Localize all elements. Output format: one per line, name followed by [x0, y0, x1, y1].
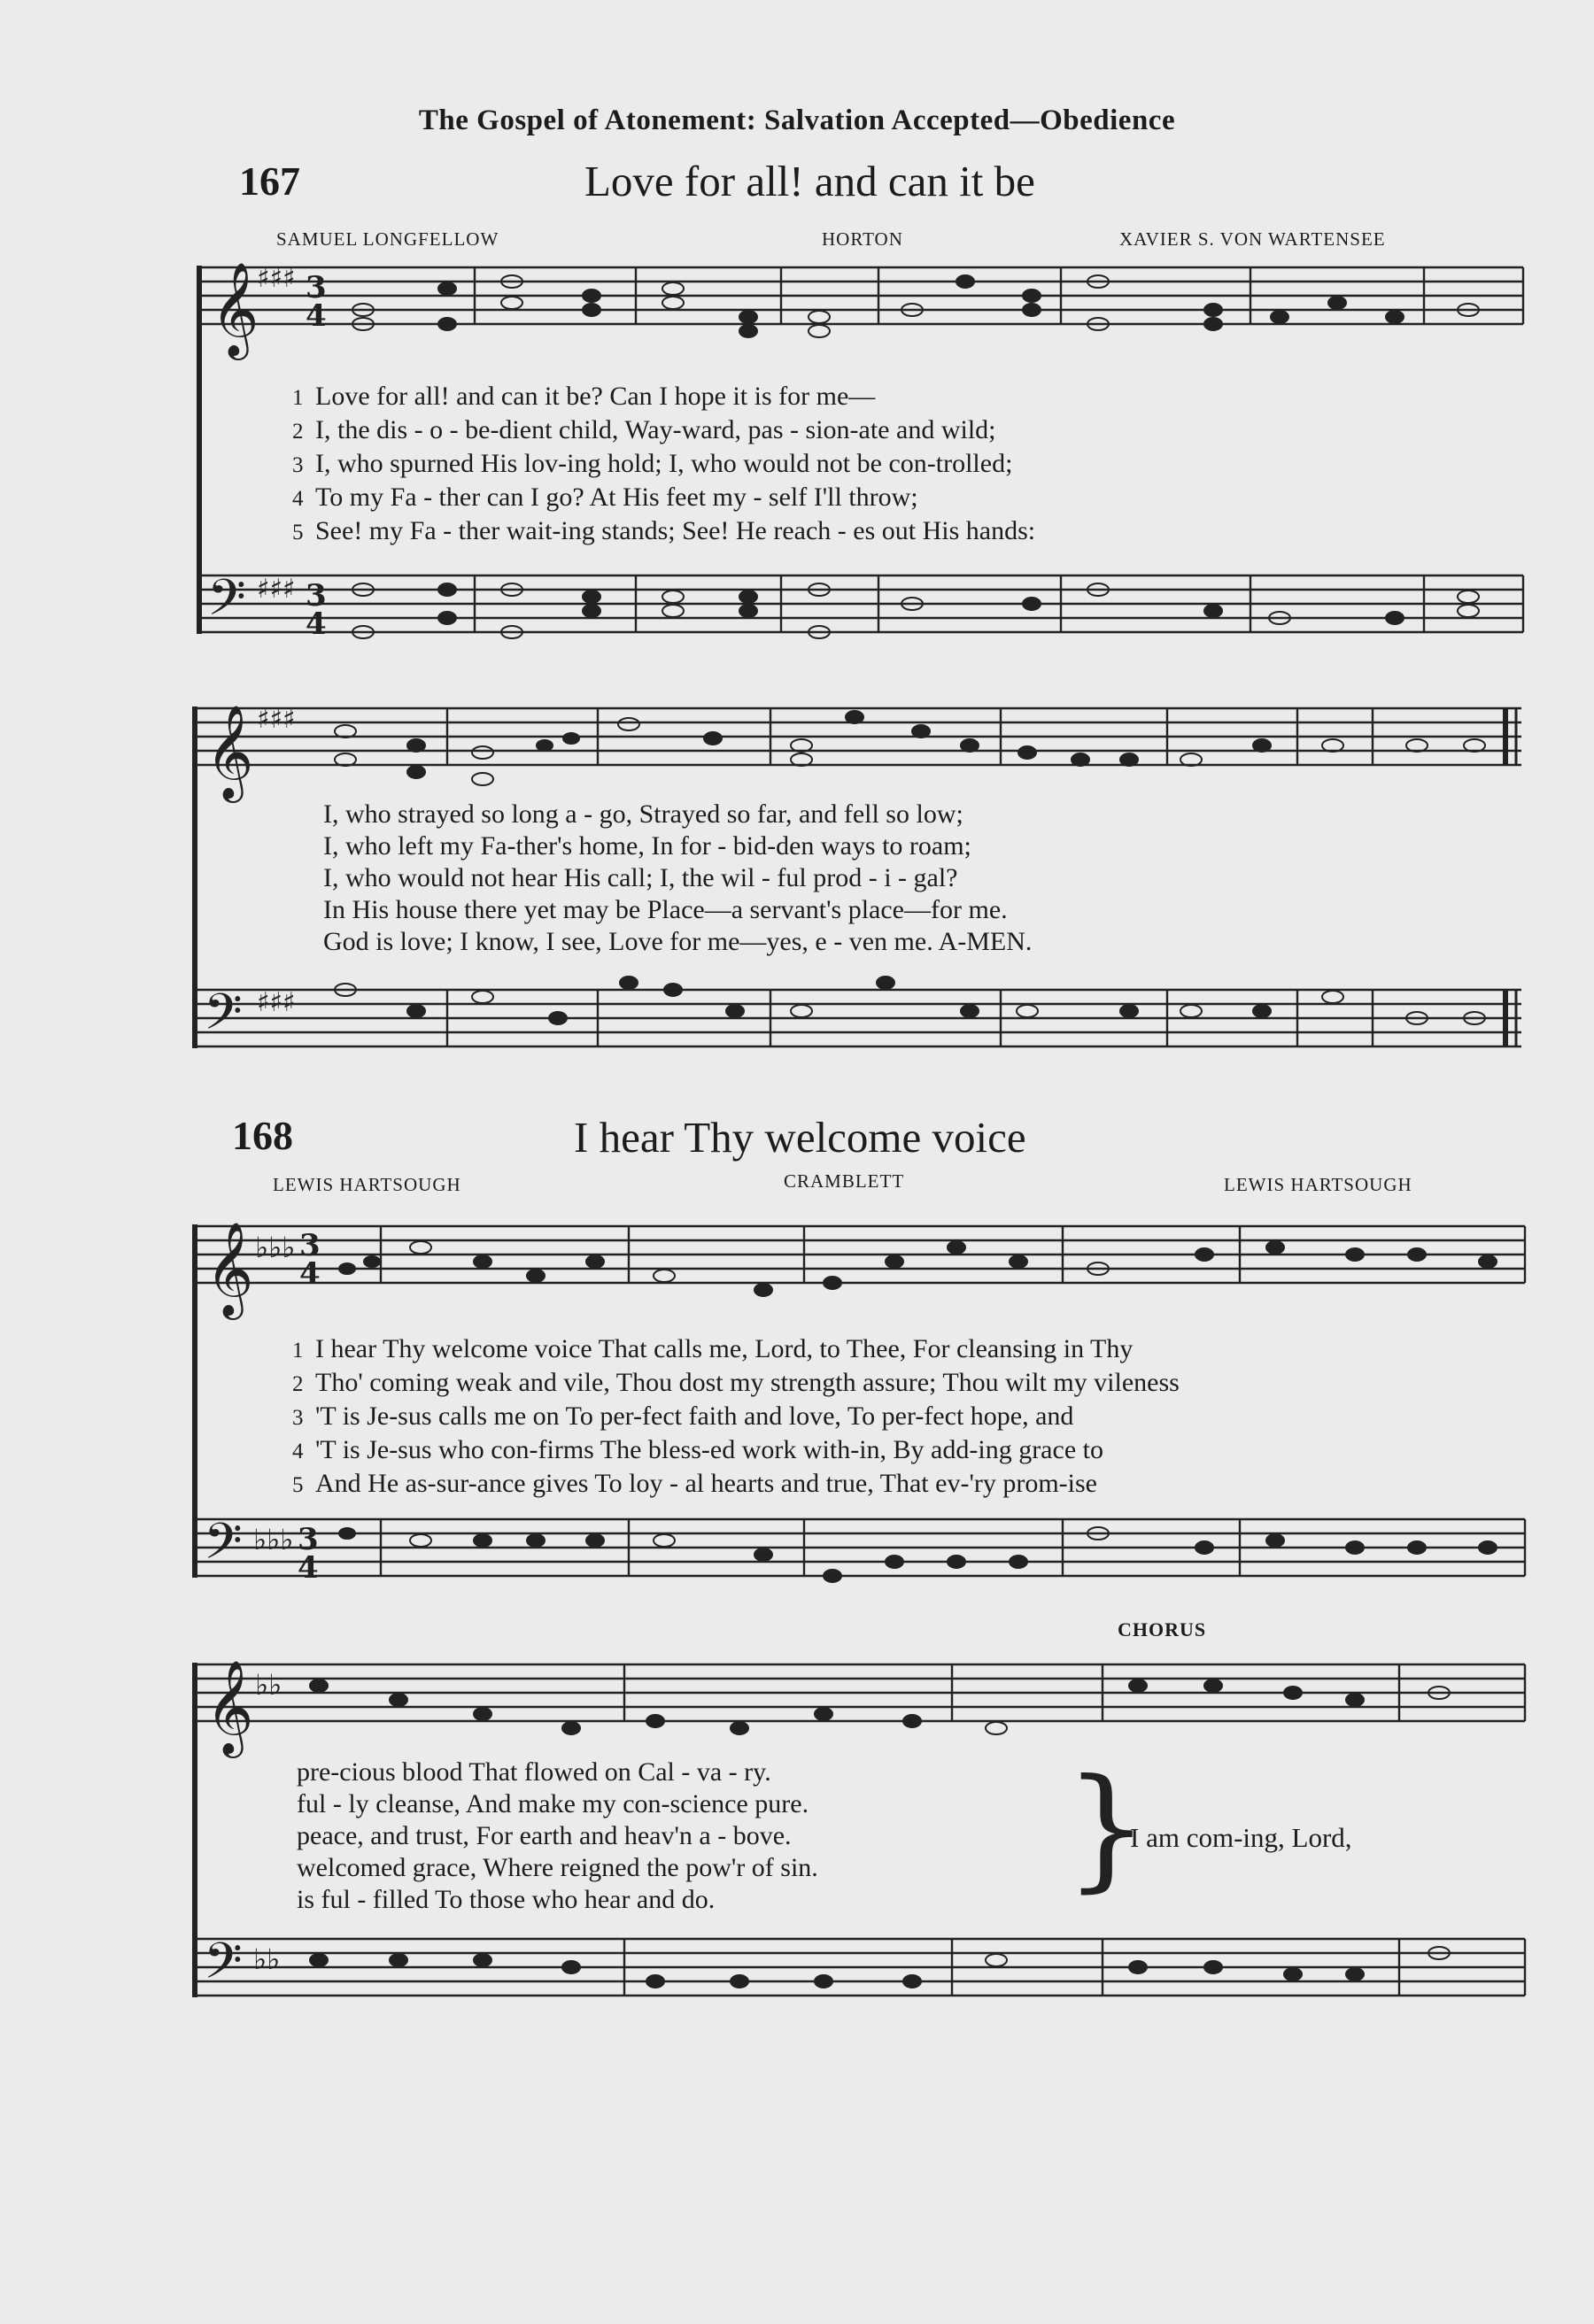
bass-clef-icon: 𝄢	[204, 1933, 243, 2003]
hymn-composer: XAVIER S. VON WARTENSEE	[1119, 228, 1386, 250]
treble-clef-icon: 𝄞	[205, 704, 254, 799]
verse-line: 1 I hear Thy welcome voice That calls me, Lord, to Thee, For cleansing in Thy	[292, 1334, 1134, 1363]
svg-text:♯♯♯: ♯♯♯	[257, 704, 296, 735]
verse-line: 5 See! my Fa - ther wait-ing stands; See! He reach - es out His hands:	[292, 516, 1036, 545]
verse-line: welcomed grace, Where reigned the pow'r of sin.	[297, 1853, 818, 1882]
chorus-label: CHORUS	[1118, 1618, 1207, 1641]
verse-line: 3 'T is Je-sus calls me on To per-fect faith and love, To per-fect hope, and	[292, 1401, 1074, 1431]
hymn-author: LEWIS HARTSOUGH	[273, 1174, 461, 1195]
treble-clef-icon: 𝄞	[205, 1221, 254, 1316]
hymn-title: I hear Thy welcome voice	[574, 1113, 1026, 1162]
staff-168-2-treble	[197, 1664, 1525, 1721]
svg-text:3: 3	[299, 1228, 321, 1263]
svg-text:♯♯♯: ♯♯♯	[257, 574, 296, 605]
verse-line: is ful - filled To those who hear and do.	[297, 1885, 716, 1914]
svg-text:4: 4	[298, 1550, 319, 1586]
svg-text:4: 4	[306, 606, 327, 642]
hymn-number: 168	[232, 1113, 293, 1158]
svg-text:3: 3	[298, 1522, 319, 1557]
verse-block	[292, 381, 1035, 549]
hymn-title: Love for all! and can it be	[584, 157, 1035, 205]
svg-text:♭♭♭: ♭♭♭	[253, 1523, 294, 1556]
verse-line: I, who strayed so long a - go, Strayed so far, and fell so low;	[323, 799, 963, 829]
verse-block	[323, 799, 1032, 958]
svg-text:3: 3	[306, 578, 327, 614]
verse-line: 3 I, who spurned His lov-ing hold; I, who would not be con-trolled;	[292, 449, 1013, 478]
verse-line: God is love; I know, I see, Love for me—yes, e - ven me. A-MEN.	[323, 927, 1033, 956]
hymn-number: 167	[239, 158, 300, 204]
notes-167-1-bass	[352, 583, 1479, 638]
verse-line: pre-cious blood That flowed on Cal - va - ry.	[297, 1757, 771, 1787]
verse-line: 2 I, the dis - o - be-dient child, Way-ward, pas - sion-ate and wild;	[292, 415, 996, 444]
verse-line: 1 Love for all! and can it be? Can I hope it is for me—	[292, 382, 876, 411]
svg-text:4: 4	[299, 1256, 321, 1292]
staff-168-1-bass	[197, 1519, 1525, 1576]
staff-168-1-treble	[197, 1226, 1525, 1283]
notes-168-1-bass	[339, 1527, 1497, 1582]
treble-clef-icon: 𝄞	[205, 1659, 254, 1754]
hymn-tune: HORTON	[822, 228, 903, 250]
verse-line: ful - ly cleanse, And make my con-science pure.	[297, 1789, 809, 1818]
svg-text:♭♭: ♭♭	[253, 1942, 281, 1976]
hymn-author: SAMUEL LONGFELLOW	[276, 228, 499, 250]
bass-clef-icon: 𝄢	[204, 1513, 243, 1583]
svg-text:♭♭: ♭♭	[255, 1668, 282, 1702]
staff-167-1-bass	[201, 575, 1523, 632]
staff-168-2-bass	[197, 1939, 1525, 1996]
staff-167-1-treble	[201, 267, 1523, 324]
verse-block	[292, 1333, 1180, 1502]
running-head: The Gospel of Atonement: Salvation Accepted—Obedience	[418, 104, 1176, 136]
hymn-tune: CRAMBLETT	[784, 1170, 905, 1192]
treble-clef-icon: 𝄞	[211, 261, 259, 356]
verse-line: 4 'T is Je-sus who con-firms The bless-ed work with-in, By add-ing grace to	[292, 1435, 1103, 1464]
verse-line: peace, and trust, For earth and heav'n a - bove.	[297, 1821, 792, 1850]
svg-text:♯♯♯: ♯♯♯	[257, 263, 296, 294]
verse-block	[297, 1757, 818, 1916]
svg-text:3: 3	[306, 270, 327, 305]
verse-line: 4 To my Fa - ther can I go? At His feet my - self I'll throw;	[292, 483, 918, 512]
verse-brace: }	[1064, 1751, 1149, 1905]
chorus-text: I am com-ing, Lord,	[1130, 1822, 1352, 1853]
verse-line: 2 Tho' coming weak and vile, Thou dost my strength assure; Thou wilt my vileness	[292, 1368, 1180, 1397]
svg-text:♭♭♭: ♭♭♭	[255, 1231, 296, 1264]
svg-text:♯♯♯: ♯♯♯	[257, 987, 296, 1018]
verse-line: 5 And He as-sur-ance gives To loy - al hearts and true, That ev-'ry prom-ise	[292, 1469, 1097, 1498]
bass-clef-icon: 𝄢	[204, 984, 243, 1054]
svg-text:4: 4	[306, 298, 327, 334]
verse-line: I, who left my Fa-ther's home, In for - bid-den ways to roam;	[323, 831, 971, 861]
verse-line: I, who would not hear His call; I, the wil - ful prod - i - gal?	[323, 863, 958, 892]
bass-clef-icon: 𝄢	[207, 569, 246, 639]
verse-line: In His house there yet may be Place—a servant's place—for me.	[323, 895, 1008, 924]
hymn-composer: LEWIS HARTSOUGH	[1224, 1174, 1412, 1195]
notes-167-1	[352, 275, 1479, 337]
